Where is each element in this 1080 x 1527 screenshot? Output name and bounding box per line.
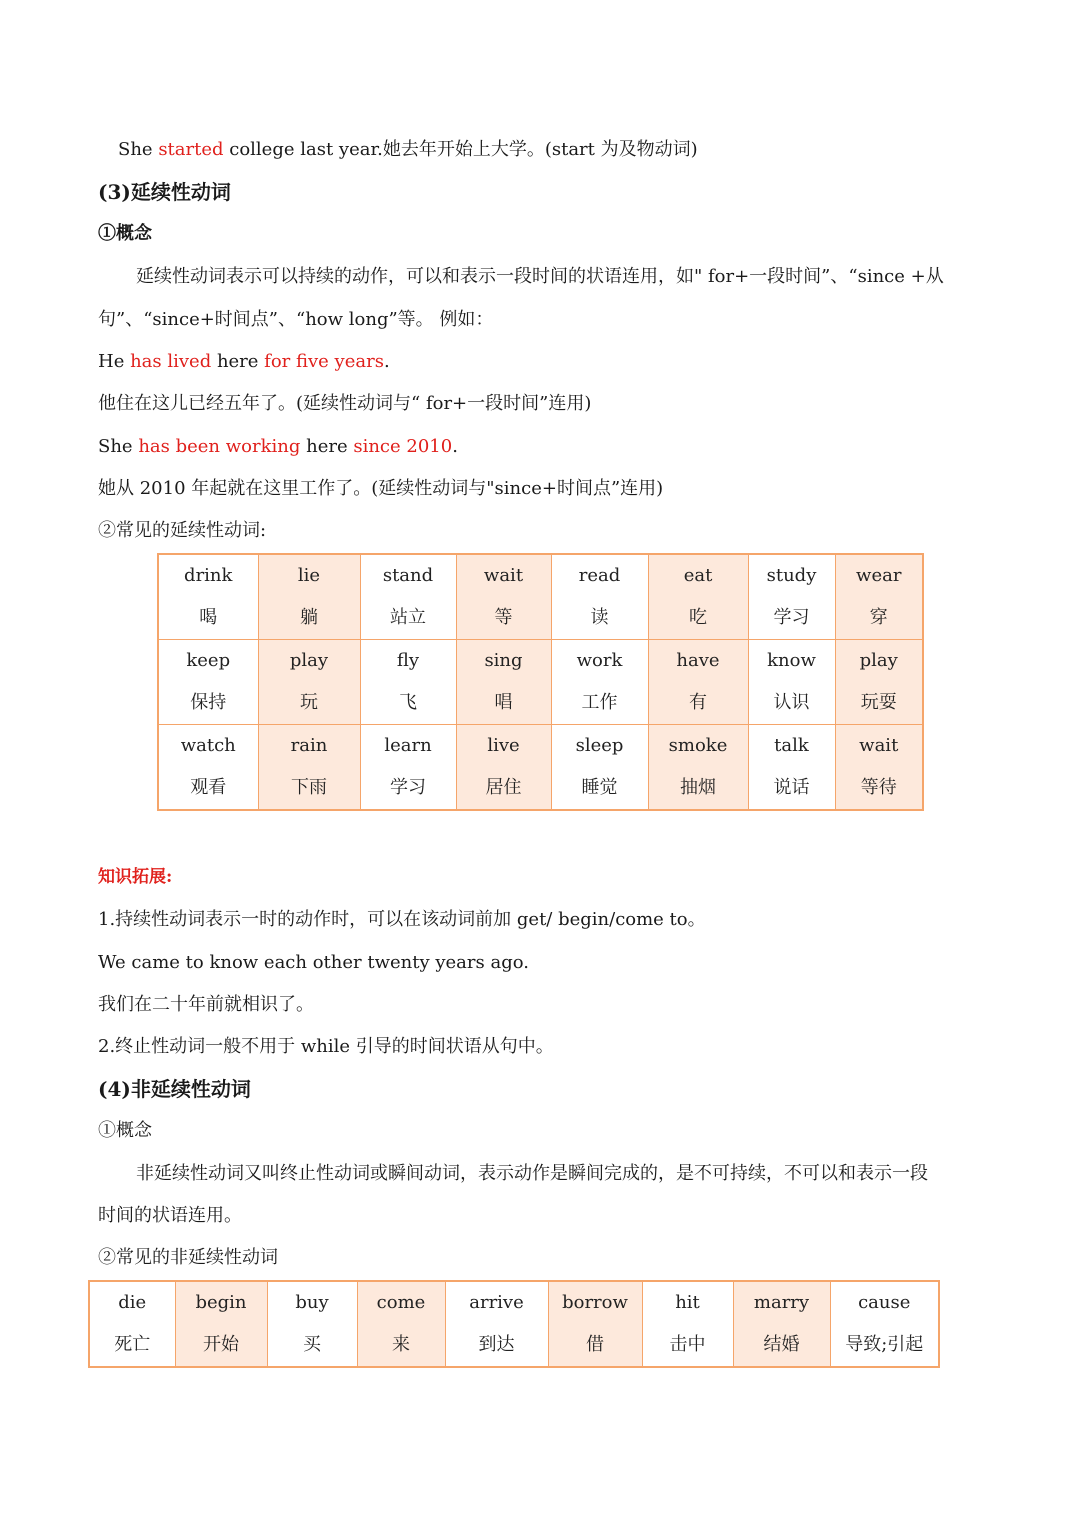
verb-english: play	[289, 650, 329, 671]
verb-english: wait	[859, 735, 899, 756]
concept-paragraph-line-2: 句”、“since+时间点”、“how long”等。 例如：	[98, 309, 494, 330]
verb-chinese: 穿	[869, 607, 888, 628]
verb-cell	[158, 640, 258, 725]
verb-english: fly	[396, 650, 420, 671]
verb-chinese: 唱	[494, 692, 513, 713]
verb-chinese: 等	[494, 607, 513, 628]
verb-cell	[267, 1281, 357, 1367]
verb-chinese: 等待	[860, 777, 897, 798]
verb-cell	[158, 725, 258, 811]
verb-cell	[258, 725, 360, 811]
verb-chinese: 睡觉	[581, 777, 618, 798]
verb-cell	[445, 1281, 548, 1367]
verb-chinese: 工作	[581, 692, 618, 713]
verb-chinese: 躺	[300, 607, 318, 628]
concept-paragraph-line-1: 延续性动词表示可以持续的动作，可以和表示一段时间的状语连用，如" for+一段时间”、“since +从	[136, 266, 944, 287]
verb-cell	[648, 640, 748, 725]
verb-chinese: 保持	[190, 692, 227, 713]
verb-english: buy	[295, 1292, 329, 1313]
verb-english: watch	[180, 735, 236, 756]
table-row	[158, 554, 923, 640]
verb-english: hit	[675, 1292, 700, 1313]
verb-cell	[89, 1281, 175, 1367]
verb-english: talk	[774, 735, 809, 756]
verb-english: learn	[384, 735, 432, 756]
verb-english: know	[767, 650, 816, 671]
extension-example-cn: 我们在二十年前就相识了。	[98, 994, 314, 1015]
verb-cell	[258, 640, 360, 725]
verb-chinese: 击中	[669, 1334, 706, 1355]
extension-item-2: 2.终止性动词一般不用于 while 引导的时间状语从句中。	[98, 1036, 554, 1057]
verb-chinese: 死亡	[114, 1334, 151, 1355]
extension-example-en: We came to know each other twenty years ago.	[98, 952, 529, 973]
verb-cell	[551, 554, 648, 640]
verb-chinese: 开始	[203, 1334, 239, 1355]
verb-english: work	[576, 650, 623, 671]
verb-cell	[648, 554, 748, 640]
verb-cell	[548, 1281, 642, 1367]
verb-chinese: 有	[689, 692, 707, 713]
verb-chinese: 抽烟	[680, 777, 716, 798]
verb-english: smoke	[668, 735, 728, 756]
durative-verb-table	[157, 553, 924, 811]
table-row	[89, 1281, 939, 1367]
verb-english: eat	[683, 565, 713, 586]
verb-cell	[360, 725, 456, 811]
example-translation-2: 她从 2010 年起就在这里工作了。(延续性动词与"since+时间点”连用)	[98, 478, 664, 499]
verb-cell	[642, 1281, 733, 1367]
common-nondurative-heading: ②常见的非延续性动词	[98, 1247, 278, 1268]
verb-chinese: 下雨	[291, 777, 327, 798]
verb-chinese: 结婚	[763, 1334, 800, 1355]
verb-chinese: 认识	[773, 692, 810, 713]
verb-english: stand	[382, 565, 434, 586]
verb-english: live	[487, 735, 520, 756]
verb-cell	[258, 554, 360, 640]
concept-heading-2: ①概念	[98, 1120, 152, 1141]
verb-english: read	[578, 565, 621, 586]
example-sentence-1: He has lived here for five years.	[98, 351, 390, 372]
example-sentence-start: She started college last year.她去年开始上大学。(start 为及物动词)	[118, 139, 698, 160]
nondurative-verb-table	[88, 1280, 940, 1368]
verb-english: begin	[195, 1292, 247, 1313]
verb-cell	[748, 554, 835, 640]
verb-cell	[357, 1281, 445, 1367]
verb-chinese: 飞	[399, 692, 417, 713]
verb-cell	[158, 554, 258, 640]
verb-chinese: 玩	[300, 692, 318, 713]
verb-english: rain	[290, 735, 328, 756]
verb-english: marry	[753, 1292, 810, 1313]
concept-heading: ①概念	[98, 223, 152, 244]
verb-chinese: 说话	[773, 777, 810, 798]
verb-chinese: 观看	[190, 777, 227, 798]
section-title-durative: (3)延续性动词	[98, 180, 231, 204]
verb-cell	[748, 725, 835, 811]
verb-cell	[360, 554, 456, 640]
verb-cell	[835, 554, 923, 640]
verb-chinese: 买	[303, 1334, 321, 1355]
verb-english: wait	[483, 565, 524, 586]
concept-paragraph-2-line-1: 非延续性动词又叫终止性动词或瞬间动词，表示动作是瞬间完成的，是不可持续，不可以和表示一段	[136, 1163, 928, 1184]
example-sentence-2: She has been working here since 2010.	[98, 436, 458, 457]
verb-english: borrow	[562, 1292, 628, 1313]
verb-cell	[733, 1281, 830, 1367]
verb-cell	[648, 725, 748, 811]
verb-chinese: 学习	[390, 777, 426, 798]
section-title-nondurative: (4)非延续性动词	[98, 1077, 251, 1101]
verb-cell	[456, 725, 551, 811]
verb-chinese: 喝	[199, 607, 218, 628]
verb-cell	[456, 640, 551, 725]
verb-english: lie	[297, 565, 321, 586]
verb-chinese: 借	[586, 1334, 604, 1355]
verb-chinese: 吃	[689, 607, 707, 628]
verb-english: have	[676, 650, 720, 671]
verb-cell	[551, 640, 648, 725]
verb-cell	[835, 725, 923, 811]
verb-chinese: 玩耍	[860, 692, 897, 713]
verb-cell	[551, 725, 648, 811]
verb-english: sing	[484, 650, 523, 671]
verb-english: study	[766, 565, 817, 586]
verb-chinese: 导致;引起	[845, 1334, 924, 1355]
verb-chinese: 读	[590, 607, 609, 628]
verb-cell	[830, 1281, 939, 1367]
verb-cell	[175, 1281, 267, 1367]
verb-chinese: 居住	[485, 777, 522, 798]
knowledge-extension-title: 知识拓展:	[98, 867, 173, 887]
verb-chinese: 到达	[478, 1334, 515, 1355]
common-durative-heading: ②常见的延续性动词:	[98, 520, 267, 541]
table-row	[158, 725, 923, 811]
verb-english: cause	[858, 1292, 911, 1313]
verb-chinese: 来	[392, 1334, 410, 1355]
verb-cell	[360, 640, 456, 725]
verb-english: come	[376, 1292, 426, 1313]
verb-chinese: 站立	[390, 607, 426, 628]
verb-english: sleep	[575, 735, 624, 756]
verb-english: arrive	[469, 1292, 524, 1313]
verb-cell	[456, 554, 551, 640]
verb-english: die	[118, 1292, 147, 1313]
example-translation-1: 他住在这儿已经五年了。(延续性动词与“ for+一段时间”连用)	[98, 393, 592, 414]
verb-english: keep	[186, 650, 231, 671]
verb-cell	[748, 640, 835, 725]
verb-english: drink	[184, 565, 233, 586]
concept-paragraph-2-line-2: 时间的状语连用。	[98, 1205, 242, 1226]
highlight-verb: started	[158, 139, 224, 160]
verb-cell	[835, 640, 923, 725]
extension-item-1: 1.持续性动词表示一时的动作时，可以在该动词前加 get/ begin/come to。	[98, 909, 706, 930]
verb-english: wear	[856, 565, 902, 586]
table-row	[158, 640, 923, 725]
verb-english: play	[859, 650, 898, 671]
verb-chinese: 学习	[773, 607, 810, 628]
